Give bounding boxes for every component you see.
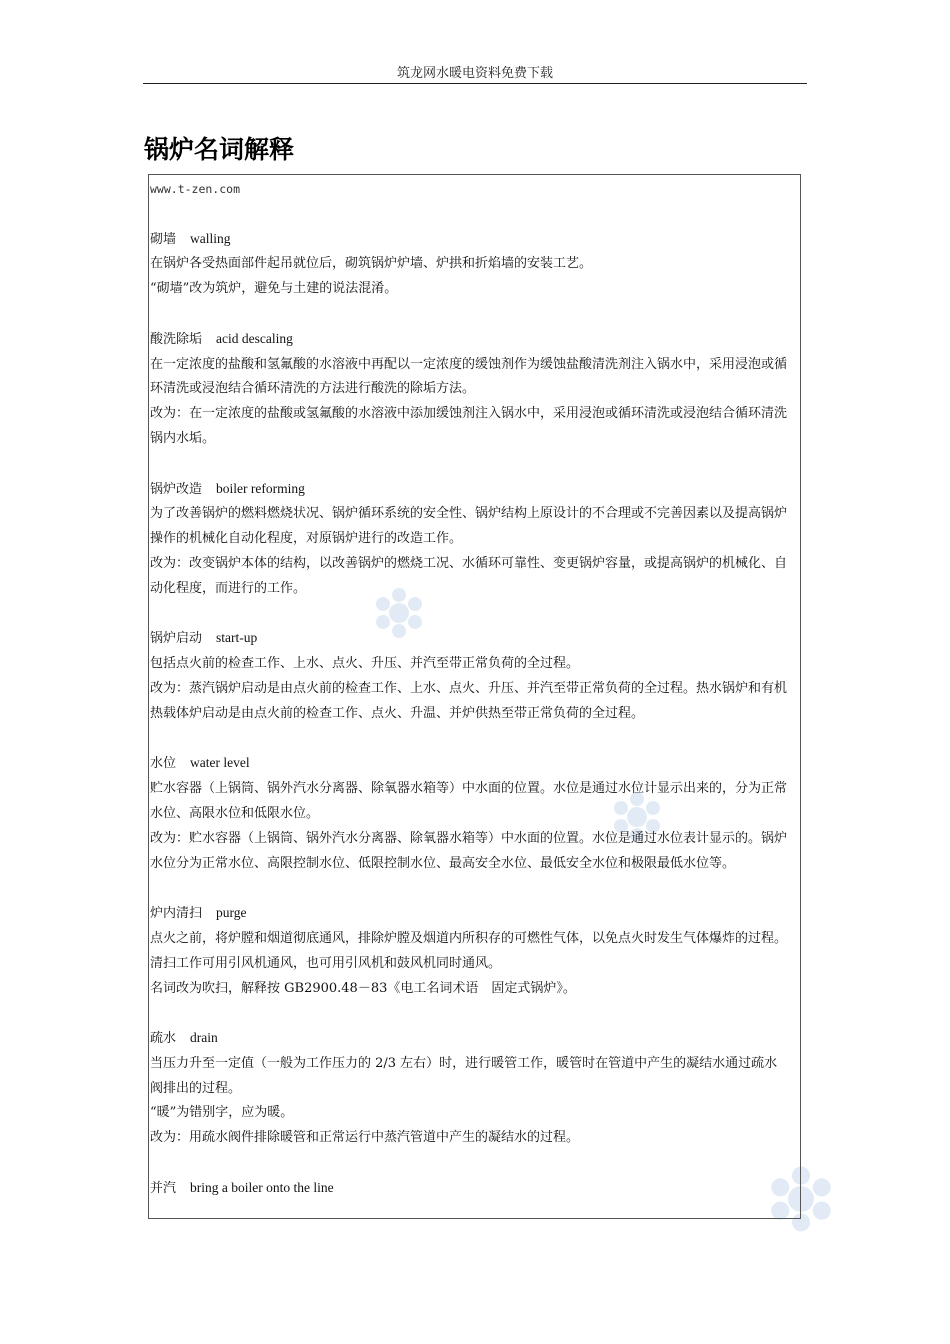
site-url: www.t-zen.com xyxy=(150,182,241,196)
term-english: boiler reforming xyxy=(216,480,305,496)
definition-text: 当压力升至一定值（一般为工作压力的 2/3 左右）时，进行暖管工作，暖管时在管道中产生的凝结水通过疏水阀排出的过程。 xyxy=(150,1055,778,1096)
definition-text: 改为：蒸汽锅炉启动是由点火前的检查工作、上水、点火、升压、并汽至带正常负荷的全过程。热水锅炉和有机热载体炉启动是由点火前的检查工作、点火、升温、并炉供热至带正常负荷的全过程。 xyxy=(150,680,788,721)
entry-spacer xyxy=(150,727,788,752)
term-english: acid descaling xyxy=(216,330,293,346)
term-chinese: 锅炉启动 xyxy=(150,631,203,647)
entry-spacer xyxy=(150,1151,788,1176)
term-english: water level xyxy=(190,755,250,771)
definition-text: 为了改善锅炉的燃料燃烧状况、锅炉循环系统的安全性、锅炉结构上原设计的不合理或不完善因素以及提高锅炉操作的机械化自动化程度，对原锅炉进行的改造工作。 xyxy=(150,506,788,547)
definition-text: 点火之前，将炉膛和烟道彻底通风，排除炉膛及烟道内所积存的可燃性气体，以免点火时发生气体爆炸的过程。清扫工作可用引风机通风，也可用引风机和鼓风机同时通风。 xyxy=(150,930,788,971)
definition-text: “暖”为错别字，应为暖。 xyxy=(150,1105,294,1121)
entry-spacer xyxy=(150,602,788,627)
definition-text: 改为：改变锅炉本体的结构，以改善锅炉的燃烧工况、水循环可靠性、变更锅炉容量，或提高锅炉的机械化、自动化程度，而进行的工作。 xyxy=(150,555,788,596)
term-english: drain xyxy=(190,1030,218,1046)
glossary-content xyxy=(149,177,800,1202)
definition-text: 在锅炉各受热面部件起吊就位后，砌筑锅炉炉墙、炉拱和折焰墙的安装工艺。 xyxy=(150,256,593,272)
term-chinese: 并汽 xyxy=(150,1180,177,1196)
entry-spacer xyxy=(150,202,788,227)
term-heading xyxy=(150,227,788,253)
definition-text: “砌墙”改为筑炉，避免与土建的说法混淆。 xyxy=(150,281,398,297)
term-heading xyxy=(150,477,788,503)
term-english: start-up xyxy=(216,630,258,646)
term-english: walling xyxy=(190,230,231,246)
term-heading xyxy=(150,1026,788,1052)
definition-text: 改为：在一定浓度的盐酸或氢氟酸的水溶液中添加缓蚀剂注入锅水中，采用浸泡或循环清洗或浸泡结合循环清洗锅内水垢。 xyxy=(150,406,788,446)
entry-spacer xyxy=(150,452,788,477)
term-chinese: 疏水 xyxy=(150,1031,177,1047)
term-english: bring a boiler onto the line xyxy=(190,1179,334,1195)
term-chinese: 炉内清扫 xyxy=(150,906,203,922)
definition-text: 贮水容器（上锅筒、锅外汽水分离器、除氧器水箱等）中水面的位置。水位是通过水位计显示出来的，分为正常水位、高限水位和低限水位。 xyxy=(150,781,788,821)
page-header: 筑龙网水暖电资料免费下载 xyxy=(396,66,553,81)
term-chinese: 锅炉改造 xyxy=(150,481,203,497)
header-rule xyxy=(143,83,807,84)
entry-spacer xyxy=(150,1001,788,1026)
definition-text: 改为：用疏水阀件排除暖管和正常运行中蒸汽管道中产生的凝结水的过程。 xyxy=(150,1130,580,1146)
definition-text: 改为：贮水容器（上锅筒、锅外汽水分离器、除氧器水箱等）中水面的位置。水位是通过水位表计显示的。锅炉水位分为正常水位、高限控制水位、低限控制水位、最高安全水位、最低安全水位和极限最低水位等。 xyxy=(150,830,788,871)
definition-text: 在一定浓度的盐酸和氢氟酸的水溶液中再配以一定浓度的缓蚀剂作为缓蚀盐酸清洗剂注入锅水中，采用浸泡或循环清洗或浸泡结合循环清洗的方法进行酸洗的除垢方法。 xyxy=(150,356,788,397)
term-heading xyxy=(150,327,788,353)
definition-text: 包括点火前的检查工作、上水、点火、升压、并汽至带正常负荷的全过程。 xyxy=(150,656,580,672)
term-heading xyxy=(150,751,788,777)
entry-spacer xyxy=(150,876,788,901)
term-heading xyxy=(150,901,788,927)
term-chinese: 水位 xyxy=(150,756,177,772)
term-heading xyxy=(150,626,788,652)
term-english: purge xyxy=(216,905,247,921)
term-heading xyxy=(150,1176,788,1202)
glossary-box xyxy=(148,174,801,1219)
page-title: 锅炉名词解释 xyxy=(144,135,295,164)
term-chinese: 酸洗除垢 xyxy=(150,331,203,347)
term-chinese: 砌墙 xyxy=(150,231,177,247)
entry-spacer xyxy=(150,302,788,327)
definition-text: 名词改为吹扫，解释按 GB2900.48－83《电工名词术语 固定式锅炉》。 xyxy=(150,980,576,996)
